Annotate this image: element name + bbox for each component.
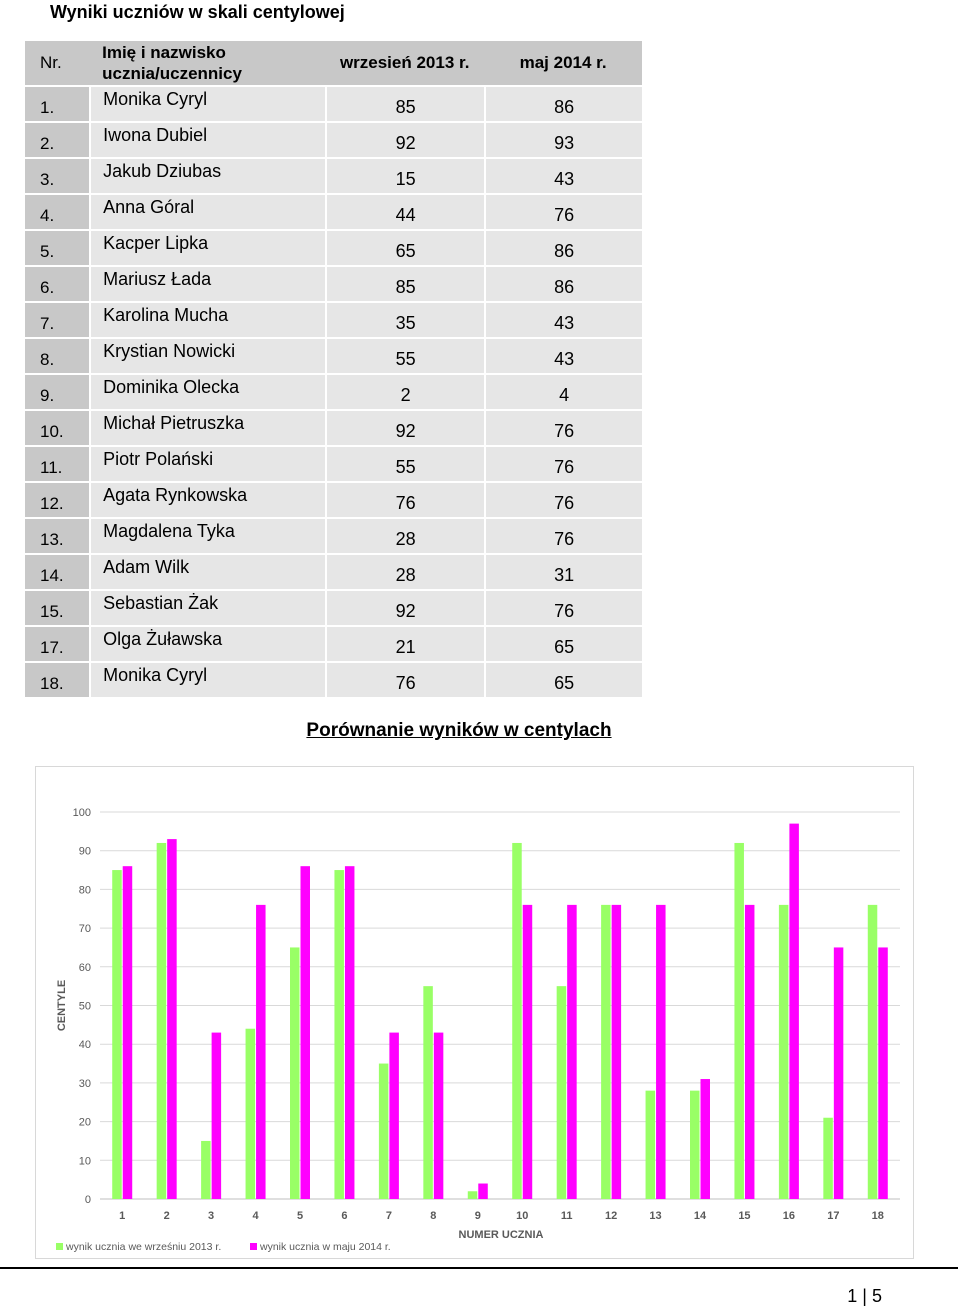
score-may: 76	[484, 447, 642, 483]
table-row	[25, 159, 642, 195]
y-tick-label: 50	[78, 1000, 91, 1013]
bar-september	[557, 986, 567, 1199]
x-tick-label: 5	[296, 1210, 304, 1222]
student-name: Krystian Nowicki	[89, 339, 325, 375]
student-name: Monika Cyryl	[89, 663, 325, 699]
page-title: Wyniki uczniów w skali centylowej	[50, 2, 345, 22]
score-may: 86	[484, 267, 642, 303]
chart-title: Porównanie wyników w centylach	[306, 720, 612, 741]
chart-container	[35, 766, 914, 1259]
y-tick-label: 90	[78, 845, 91, 858]
student-name: Karolina Mucha	[89, 303, 325, 339]
score-september: 76	[325, 483, 484, 519]
score-september: 35	[325, 303, 484, 339]
score-september: 15	[325, 159, 484, 195]
bar-september	[512, 843, 522, 1199]
score-may: 86	[484, 87, 642, 123]
student-name: Iwona Dubiel	[89, 123, 325, 159]
x-tick-label: 1	[119, 1210, 126, 1222]
row-number: 7.	[25, 303, 89, 339]
bar-chart	[36, 767, 913, 1258]
score-september: 2	[325, 375, 484, 411]
score-may: 86	[484, 231, 642, 267]
table-row	[25, 303, 642, 339]
legend-swatch	[56, 1243, 63, 1250]
score-may: 65	[484, 627, 642, 663]
student-name: Agata Rynkowska	[89, 483, 325, 519]
row-number: 11.	[25, 447, 89, 483]
bar-may	[567, 905, 577, 1199]
score-september: 55	[325, 447, 484, 483]
bar-september	[868, 905, 878, 1199]
bar-may	[789, 824, 799, 1199]
row-number: 5.	[25, 231, 89, 267]
student-name: Anna Góral	[89, 195, 325, 231]
x-tick-label: 7	[385, 1210, 392, 1222]
table-row	[25, 87, 642, 123]
score-september: 21	[325, 627, 484, 663]
bar-may	[656, 905, 666, 1199]
bar-may	[345, 866, 355, 1199]
bar-september	[246, 1029, 256, 1199]
student-name: Jakub Dziubas	[89, 159, 325, 195]
table-row	[25, 519, 642, 555]
row-number: 17.	[25, 627, 89, 663]
student-name: Olga Żuławska	[89, 627, 325, 663]
bar-september	[779, 905, 789, 1199]
legend-entry: wynik ucznia w maju 2014 r.	[260, 1241, 391, 1253]
score-september: 76	[325, 663, 484, 699]
header-name: Imię i nazwisko ucznia/uczennicy	[89, 41, 325, 87]
x-tick-label: 6	[341, 1210, 348, 1222]
bar-september	[601, 905, 611, 1199]
row-number: 3.	[25, 159, 89, 195]
y-tick-label: 60	[78, 961, 91, 974]
table-row	[25, 231, 642, 267]
bar-september	[112, 870, 122, 1199]
x-tick-label: 17	[827, 1210, 840, 1222]
x-tick-label: 9	[474, 1210, 481, 1222]
student-name: Dominika Olecka	[89, 375, 325, 411]
bar-may	[523, 905, 533, 1199]
y-tick-label: 20	[78, 1116, 91, 1129]
bar-september	[379, 1064, 389, 1199]
bar-may	[834, 947, 844, 1199]
row-number: 6.	[25, 267, 89, 303]
y-tick-label: 0	[84, 1194, 91, 1206]
bar-may	[478, 1184, 488, 1199]
student-name: Piotr Polański	[89, 447, 325, 483]
score-september: 55	[325, 339, 484, 375]
student-name: Adam Wilk	[89, 555, 325, 591]
bar-september	[646, 1091, 656, 1199]
score-may: 43	[484, 339, 642, 375]
bar-may	[301, 866, 311, 1199]
table-row	[25, 483, 642, 519]
x-tick-label: 10	[516, 1210, 529, 1222]
x-tick-label: 15	[738, 1210, 751, 1222]
x-tick-label: 12	[604, 1210, 618, 1222]
y-tick-label: 80	[78, 884, 91, 897]
score-september: 44	[325, 195, 484, 231]
row-number: 10.	[25, 411, 89, 447]
score-may: 65	[484, 663, 642, 699]
table-body	[25, 87, 642, 699]
y-tick-label: 70	[78, 923, 91, 936]
student-name: Magdalena Tyka	[89, 519, 325, 555]
table-header-row	[25, 41, 642, 87]
score-september: 65	[325, 231, 484, 267]
table-row	[25, 411, 642, 447]
scores-table	[25, 41, 642, 699]
bar-september	[334, 870, 344, 1199]
bar-may	[434, 1033, 444, 1199]
student-name: Mariusz Łada	[89, 267, 325, 303]
student-name: Kacper Lipka	[89, 231, 325, 267]
student-name: Monika Cyryl	[89, 87, 325, 123]
y-tick-label: 10	[78, 1155, 91, 1168]
header-september: wrzesień 2013 r.	[325, 41, 484, 87]
row-number: 9.	[25, 375, 89, 411]
score-may: 31	[484, 555, 642, 591]
table-row	[25, 555, 642, 591]
row-number: 12.	[25, 483, 89, 519]
table-row	[25, 591, 642, 627]
bar-may	[612, 905, 622, 1199]
score-may: 43	[484, 159, 642, 195]
bar-september	[290, 947, 300, 1199]
bar-may	[123, 866, 133, 1199]
table-row	[25, 447, 642, 483]
row-number: 2.	[25, 123, 89, 159]
y-tick-label: 30	[78, 1077, 91, 1090]
row-number: 8.	[25, 339, 89, 375]
score-september: 92	[325, 411, 484, 447]
bar-september	[823, 1118, 833, 1199]
legend-swatch	[250, 1243, 257, 1250]
x-tick-label: 13	[649, 1210, 662, 1222]
row-number: 13.	[25, 519, 89, 555]
bar-may	[878, 947, 888, 1199]
header-nr: Nr.	[25, 41, 89, 87]
bar-september	[201, 1141, 211, 1199]
x-tick-label: 2	[163, 1210, 170, 1222]
row-number: 18.	[25, 663, 89, 699]
score-september: 85	[325, 87, 484, 123]
score-may: 76	[484, 195, 642, 231]
bar-september	[690, 1091, 700, 1199]
bar-may	[701, 1079, 711, 1199]
y-axis-label: CENTYLE	[56, 979, 68, 1032]
footer-divider	[0, 1267, 958, 1269]
table-row	[25, 267, 642, 303]
table-row	[25, 195, 642, 231]
score-may: 4	[484, 375, 642, 411]
bar-september	[423, 986, 433, 1199]
row-number: 15.	[25, 591, 89, 627]
score-may: 76	[484, 591, 642, 627]
row-number: 14.	[25, 555, 89, 591]
score-september: 28	[325, 519, 484, 555]
header-may: maj 2014 r.	[484, 41, 642, 87]
table-row	[25, 663, 642, 699]
bar-september	[468, 1191, 478, 1199]
legend-entry: wynik ucznia we wrześniu 2013 r.	[66, 1241, 222, 1253]
x-tick-label: 4	[252, 1210, 259, 1222]
y-tick-label: 40	[78, 1039, 91, 1052]
score-september: 28	[325, 555, 484, 591]
x-tick-label: 3	[208, 1210, 215, 1222]
bar-may	[389, 1033, 399, 1199]
student-name: Sebastian Żak	[89, 591, 325, 627]
x-tick-label: 8	[430, 1210, 437, 1222]
y-tick-label: 100	[72, 807, 91, 819]
x-tick-label: 11	[560, 1210, 573, 1222]
x-axis-label: NUMER UCZNIA	[458, 1229, 544, 1241]
bar-may	[167, 839, 177, 1199]
bar-september	[734, 843, 744, 1199]
page-number: 1 | 5	[847, 1286, 882, 1306]
table-row	[25, 123, 642, 159]
score-may: 76	[484, 483, 642, 519]
score-september: 85	[325, 267, 484, 303]
student-name: Michał Pietruszka	[89, 411, 325, 447]
table-row	[25, 339, 642, 375]
bar-may	[212, 1033, 222, 1199]
score-may: 43	[484, 303, 642, 339]
score-may: 93	[484, 123, 642, 159]
x-tick-label: 16	[782, 1210, 796, 1222]
score-september: 92	[325, 123, 484, 159]
score-september: 92	[325, 591, 484, 627]
bar-may	[745, 905, 755, 1199]
row-number: 4.	[25, 195, 89, 231]
x-tick-label: 14	[693, 1210, 707, 1222]
x-tick-label: 18	[871, 1210, 884, 1222]
table-row	[25, 627, 642, 663]
row-number: 1.	[25, 87, 89, 123]
bar-may	[256, 905, 266, 1199]
table-row	[25, 375, 642, 411]
score-may: 76	[484, 519, 642, 555]
score-may: 76	[484, 411, 642, 447]
bar-september	[157, 843, 167, 1199]
